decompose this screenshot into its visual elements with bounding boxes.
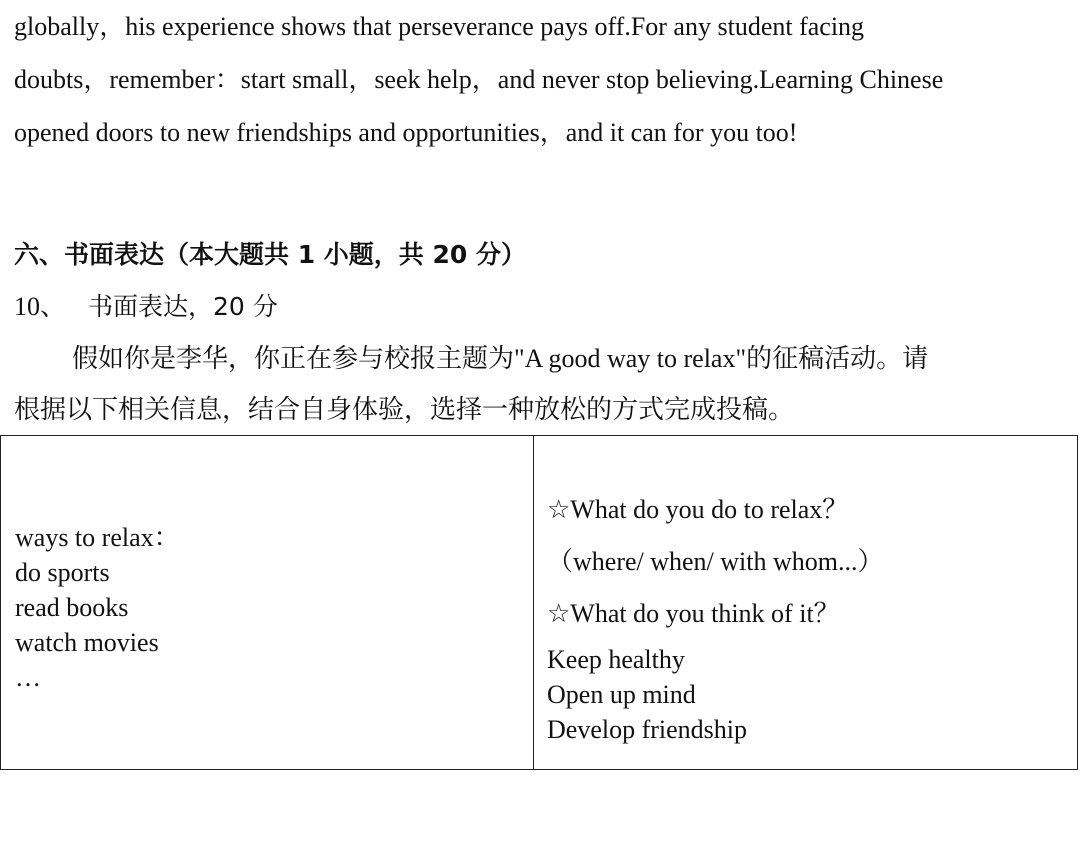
list-item: Keep healthy [547, 645, 685, 674]
ways-list [15, 520, 180, 695]
list-item: do sports [15, 558, 110, 587]
list-item: Develop friendship [547, 715, 748, 744]
prompt-prefix: 假如你是李华，你正在参与校报主题为 [72, 344, 515, 374]
passage-line-2: doubts，remember：start small，seek help，and never stop believing.Learning Chinese [14, 65, 944, 94]
guide-question-2: ☆What do you think of it？ [547, 599, 840, 628]
ways-heading: ways to relax： [15, 523, 180, 552]
prompt-topic: "A good way to relax" [514, 344, 747, 373]
writing-prompt-line-1 [14, 342, 1074, 376]
guide-questions [547, 484, 884, 747]
question-header [14, 290, 278, 324]
guide-question-1-hint: （where/ when/ with whom...） [547, 547, 884, 576]
list-item: Open up mind [547, 680, 696, 709]
passage-line-3: opened doors to new friendships and opportunities，and it can for you too! [14, 118, 798, 147]
opinion-points [547, 642, 884, 747]
section-title: 六、书面表达（本大题共 1 小题，共 20 分） [14, 240, 527, 269]
table-cell-questions [534, 436, 1077, 769]
guide-question-1: ☆What do you do to relax？ [547, 495, 849, 524]
list-item: watch movies [15, 628, 159, 657]
question-label: 书面表达，20 分 [88, 292, 278, 321]
list-item: … [15, 663, 41, 692]
table-cell-ways [1, 436, 534, 769]
passage-line-1: globally，his experience shows that perseverance pays off.For any student facing [14, 12, 865, 41]
list-item: read books [15, 593, 129, 622]
info-table [0, 435, 1078, 770]
prompt-suffix: 的征稿活动。请 [746, 344, 929, 374]
question-number: 10、 [14, 292, 67, 321]
writing-prompt-line-2: 根据以下相关信息，结合自身体验，选择一种放松的方式完成投稿。 [14, 395, 795, 425]
